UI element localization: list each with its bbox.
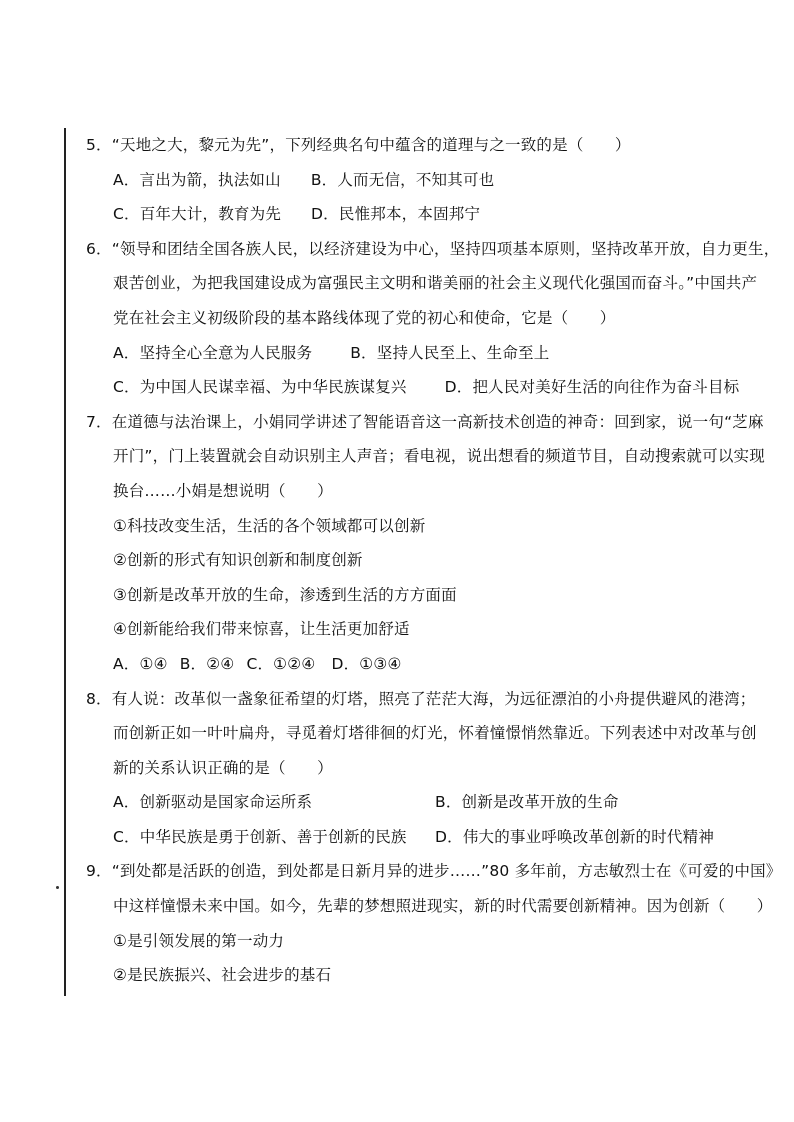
- q6-stem-line-1: 6．“领导和团结全国各族人民，以经济建设为中心，坚持四项基本原则，坚持改革开放，自力更生，: [86, 239, 780, 258]
- q6-options-row-2: [86, 370, 746, 405]
- q6-stem-line-3: 党在社会主义初级阶段的基本路线体现了党的初心和使命，它是（ ）: [113, 308, 616, 327]
- q8-option-b: B．创新是改革开放的生命: [435, 793, 619, 812]
- q7-option-a: A．①④: [113, 654, 168, 673]
- exam-page-content: [86, 128, 782, 993]
- q7-stem-line-1: 7．在道德与法治课上，小娟同学讲述了智能语音这一高新技术创造的神奇：回到家，说一句“芝麻: [86, 412, 764, 431]
- q8-stem-line-3: 新的关系认识正确的是（ ）: [113, 758, 333, 777]
- q5-stem: 5．“天地之大，黎元为先”，下列经典名句中蕴含的道理与之一致的是（ ）: [86, 136, 631, 154]
- q9-stem-line-2: 中这样憧憬未来中国。如今，先辈的梦想照进现实，新的时代需要创新精神。因为创新（ ）: [113, 897, 773, 916]
- q5-option-b: B．人而无信，不知其可也: [310, 170, 495, 189]
- q6-stem-line-2: 艰苦创业，为把我国建设成为富强民主文明和谐美丽的社会主义现代化强国而奋斗。”中国共产: [113, 274, 758, 293]
- q8-stem-line-2: 而创新正如一叶叶扁舟，寻觅着灯塔徘徊的灯光，怀着憧憬悄然靠近。下列表述中对改革与创: [113, 724, 757, 743]
- q7-statement-2: ②创新的形式有知识创新和制度创新: [113, 551, 363, 570]
- q6-options-row-1: [86, 336, 746, 371]
- q7-options-row: [86, 647, 746, 682]
- q5-option-a: A．言出为箭，执法如山: [113, 170, 281, 189]
- q8-options-row-2: [86, 820, 746, 855]
- q7-option-d: D．①③④: [331, 654, 402, 673]
- q7-option-c: C．①②④: [246, 654, 316, 673]
- q5-options-row-2: [86, 197, 746, 232]
- q7-stem-line-3: 换台……小娟是想说明（ ）: [113, 481, 333, 500]
- q6-option-c: C．为中国人民谋幸福、为中华民族谋复兴: [113, 378, 407, 397]
- q8-option-a: A．创新驱动是国家命运所系: [113, 793, 313, 812]
- q8-option-d: D．伟大的事业呼唤改革创新的时代精神: [435, 827, 715, 846]
- q7-option-b: B．②④: [179, 654, 235, 673]
- q7-statement-4: ④创新能给我们带来惊喜，让生活更加舒适: [113, 620, 410, 639]
- q9-statement-2: ②是民族振兴、社会进步的基石: [113, 966, 332, 985]
- q8-options-row-1: [86, 785, 746, 820]
- q7-statement-1: ①科技改变生活，生活的各个领域都可以创新: [113, 516, 426, 535]
- q6-option-b: B．坚持人民至上、生命至上: [350, 343, 550, 362]
- q9-stem-line-1: 9．“到处都是活跃的创造，到处都是日新月异的进步……”80 多年前，方志敏烈士在《可爱的中国》: [86, 862, 782, 881]
- q5-options-row-1: [86, 163, 746, 198]
- q6-option-a: A．坚持全心全意为人民服务: [113, 343, 313, 362]
- q5-option-d: D．民惟邦本，本固邦宁: [311, 205, 481, 224]
- q8-option-c: C．中华民族是勇于创新、善于创新的民族: [113, 827, 407, 846]
- q8-stem-line-1: 8．有人说：改革似一盏象征希望的灯塔，照亮了茫茫大海，为远征漂泊的小舟提供避风的港湾；: [86, 689, 756, 708]
- q7-statement-3: ③创新是改革开放的生命，渗透到生活的方方面面: [113, 585, 457, 604]
- q5-option-c: C．百年大计，教育为先: [113, 205, 282, 224]
- left-margin-rule: [64, 128, 66, 996]
- margin-dot: [56, 886, 59, 889]
- q9-statement-1: ①是引领发展的第一动力: [113, 931, 285, 950]
- q6-option-d: D．把人民对美好生活的向往作为奋斗目标: [444, 378, 740, 397]
- q7-stem-line-2: 开门”，门上装置就会自动识别主人声音；看电视，说出想看的频道节目，自动搜索就可以实现: [113, 447, 765, 466]
